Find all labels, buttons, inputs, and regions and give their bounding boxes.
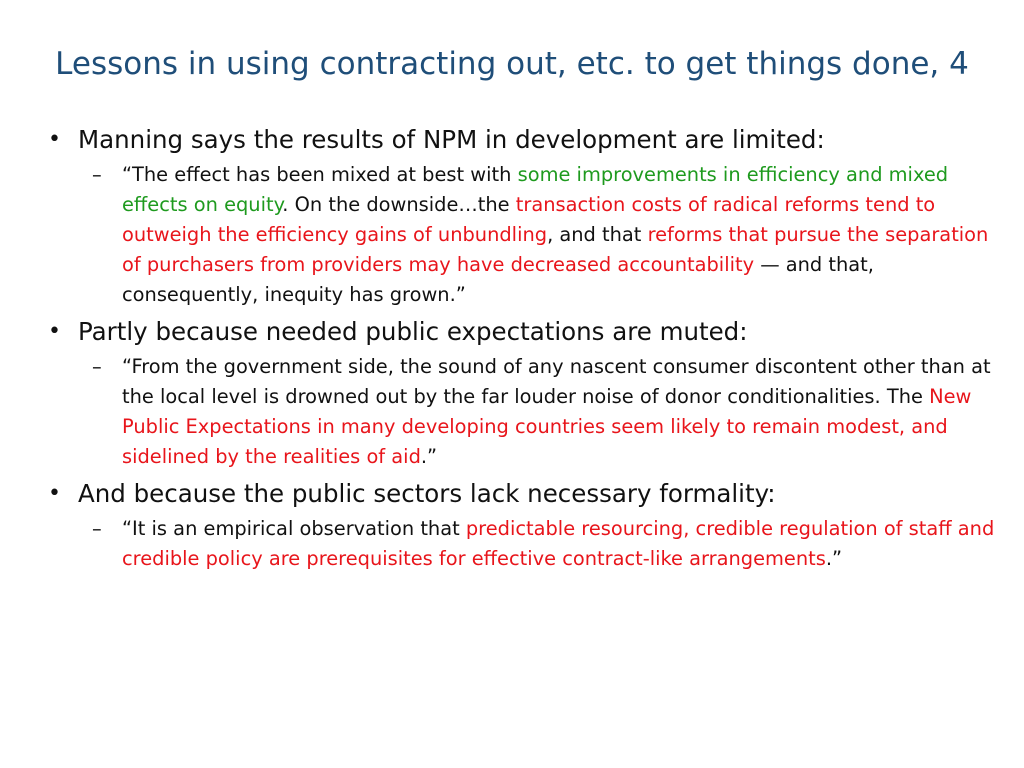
quote-plain: — and that, consequently, inequity has grown.” (122, 253, 874, 306)
sub-bullet-dash: – (92, 517, 102, 540)
quote-red-highlight: New Public Expectations in many developing countries seem likely to remain modest, and sidelined by the realities of aid (122, 385, 972, 468)
bullet-dot: • (48, 481, 61, 506)
quote-npm-results (48, 160, 998, 310)
bullet-dot: • (48, 127, 61, 152)
bullet-dot: • (48, 319, 61, 344)
sub-bullet-dash: – (92, 355, 102, 378)
sub-bullet-dash: – (92, 163, 102, 186)
quote-plain: . On the downside…the (282, 193, 516, 216)
quote-plain: .” (420, 445, 438, 468)
slide-title: Lessons in using contracting out, etc. to get things done, 4 (55, 46, 969, 82)
bullet-public-expectations (48, 316, 998, 348)
bullet-text: Partly because needed public expectations are muted: (78, 317, 748, 346)
bullet-formality (48, 478, 998, 510)
quote-formality (48, 514, 998, 574)
quote-text (122, 355, 991, 468)
quote-plain: , and that (547, 223, 648, 246)
bullet-text: And because the public sectors lack necessary formality: (78, 479, 776, 508)
quote-plain: .” (825, 547, 843, 570)
quote-plain: “The effect has been mixed at best with (122, 163, 518, 186)
quote-public-expectations (48, 352, 998, 472)
quote-red-highlight: transaction costs of radical reforms tend to outweigh the efficiency gains of unbundling (122, 193, 936, 246)
quote-red-highlight: reforms that pursue the separation of purchasers from providers may have decreased accountability (122, 223, 989, 276)
quote-green-highlight: some improvements in efficiency and mixed effects on equity (122, 163, 949, 216)
bullet-npm-results (48, 124, 998, 156)
quote-plain: “From the government side, the sound of any nascent consumer discontent other than at the local level is drowned out by the far louder noise of donor conditionalities. The (122, 355, 991, 408)
bullet-text: Manning says the results of NPM in development are limited: (78, 125, 825, 154)
quote-red-highlight: predictable resourcing, credible regulation of staff and credible policy are prerequisites for effective contract-like arrangements (122, 517, 995, 570)
quote-plain: “It is an empirical observation that (122, 517, 466, 540)
slide-body (48, 124, 998, 580)
quote-text (122, 163, 988, 306)
quote-text (122, 517, 994, 570)
